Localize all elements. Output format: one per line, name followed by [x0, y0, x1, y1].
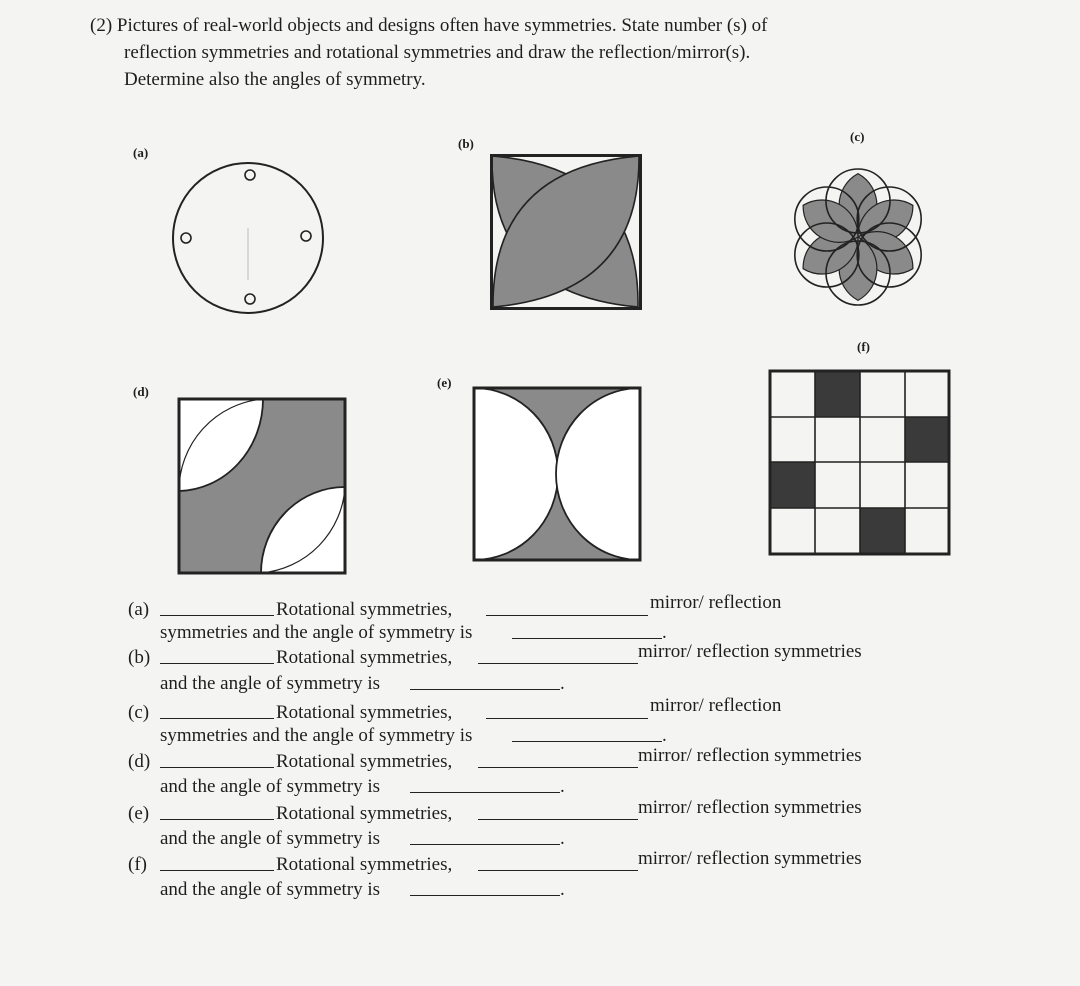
answer-section	[128, 592, 928, 920]
answer-d-rotational-blank[interactable]	[160, 748, 274, 768]
answer-b-mirror-blank[interactable]	[478, 644, 638, 664]
answer-d-angle-text: and the angle of symmetry is	[160, 776, 381, 797]
answer-f-rotational-blank[interactable]	[160, 851, 274, 871]
answer-c-rotational-text: Rotational symmetries,	[276, 702, 453, 723]
figure-label-b: (b)	[458, 136, 474, 151]
answer-label-e: (e)	[128, 803, 150, 824]
answer-e-mirror-blank[interactable]	[478, 800, 638, 820]
question-text	[90, 12, 890, 93]
question-line-1: (2) Pictures of real-world objects and designs often have symmetries. State number (s) of	[90, 15, 768, 36]
answer-d-angle-blank[interactable]	[410, 773, 560, 793]
answer-b-angle-blank[interactable]	[410, 670, 560, 690]
answer-f-mirror-text: mirror/ reflection symmetries	[638, 848, 862, 869]
answer-a-angle-text: symmetries and the angle of symmetry is	[160, 622, 473, 643]
figure-label-a: (a)	[133, 145, 149, 160]
figure-a-circle-with-holes	[168, 160, 328, 320]
answer-d-mirror-text: mirror/ reflection symmetries	[638, 745, 862, 766]
figure-d-quarter-circles	[177, 397, 347, 575]
figure-f-shaded-grid	[768, 369, 951, 556]
answer-c-rotational-blank[interactable]	[160, 699, 274, 719]
figure-label-e: (e)	[437, 375, 452, 390]
figure-label-c: (c)	[850, 129, 865, 144]
answer-a-period: .	[662, 622, 667, 643]
answer-e-angle-text: and the angle of symmetry is	[160, 828, 381, 849]
answer-f-period: .	[560, 879, 565, 900]
answer-b-period: .	[560, 673, 565, 694]
answer-c-angle-text: symmetries and the angle of symmetry is	[160, 725, 473, 746]
answer-a-rotational-text: Rotational symmetries,	[276, 599, 453, 620]
answer-label-a: (a)	[128, 599, 150, 620]
figure-label-d: (d)	[133, 384, 149, 399]
answer-e-period: .	[560, 828, 565, 849]
answer-d-rotational-text: Rotational symmetries,	[276, 751, 453, 772]
answer-c-mirror-text: mirror/ reflection	[650, 695, 782, 716]
answer-f-angle-blank[interactable]	[410, 876, 560, 896]
answer-f-angle-text: and the angle of symmetry is	[160, 879, 381, 900]
answer-f-mirror-blank[interactable]	[478, 851, 638, 871]
figure-c-flower-circles	[784, 163, 932, 311]
answer-e-angle-blank[interactable]	[410, 825, 560, 845]
answer-a-mirror-text: mirror/ reflection	[650, 592, 782, 613]
answer-b-rotational-blank[interactable]	[160, 644, 274, 664]
answer-a-mirror-blank[interactable]	[486, 596, 648, 616]
answer-b-rotational-text: Rotational symmetries,	[276, 647, 453, 668]
answer-c-period: .	[662, 725, 667, 746]
answer-d-period: .	[560, 776, 565, 797]
question-line-2: reflection symmetries and rotational symmetries and draw the reflection/mirror(s).	[124, 42, 751, 63]
answer-b-angle-text: and the angle of symmetry is	[160, 673, 381, 694]
answer-c-mirror-blank[interactable]	[486, 699, 648, 719]
answer-b-mirror-text: mirror/ reflection symmetries	[638, 641, 862, 662]
answer-e-rotational-text: Rotational symmetries,	[276, 803, 453, 824]
figure-b-crossed-lenses	[490, 154, 642, 310]
answer-label-d: (d)	[128, 751, 151, 772]
answer-d-mirror-blank[interactable]	[478, 748, 638, 768]
answer-e-rotational-blank[interactable]	[160, 800, 274, 820]
answer-label-c: (c)	[128, 702, 150, 723]
question-line-3: Determine also the angles of symmetry.	[124, 69, 426, 90]
answer-e-mirror-text: mirror/ reflection symmetries	[638, 797, 862, 818]
answer-a-rotational-blank[interactable]	[160, 596, 274, 616]
answer-f-rotational-text: Rotational symmetries,	[276, 854, 453, 875]
answer-label-b: (b)	[128, 647, 151, 668]
figure-label-f: (f)	[857, 339, 870, 354]
figure-e-semicircles	[472, 386, 642, 562]
answer-a-angle-blank[interactable]	[512, 619, 662, 639]
answer-label-f: (f)	[128, 854, 147, 875]
answer-c-angle-blank[interactable]	[512, 722, 662, 742]
answer-f-line-2	[128, 879, 928, 920]
